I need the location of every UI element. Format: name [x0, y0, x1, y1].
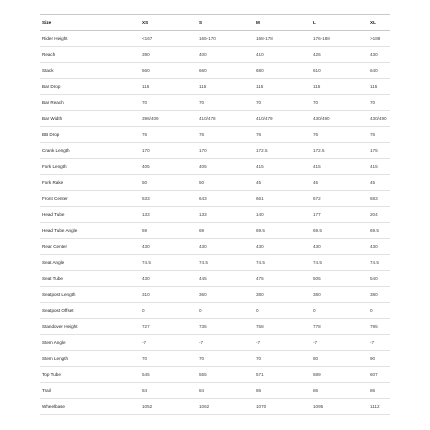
row-label: Head Tube [42, 212, 65, 217]
table-cell: 76 [313, 132, 319, 137]
table-cell: 74.5 [313, 260, 322, 265]
table-cell: 204 [370, 212, 378, 217]
row-label: Reach [42, 52, 56, 57]
table-cell: 430/490 [370, 116, 387, 121]
table-cell: 133 [142, 212, 150, 217]
header-cell-m: M [254, 15, 311, 31]
table-cell: 430 [199, 244, 207, 249]
table-row [40, 303, 390, 319]
table-cell: 1070 [256, 404, 267, 409]
table-cell: 90 [370, 356, 376, 361]
table-row [40, 399, 390, 415]
table-cell: 415 [313, 164, 321, 169]
row-label: Stack [42, 68, 54, 73]
row-label: Wheelbase [42, 404, 65, 409]
row-label: Head Tube Angle [42, 228, 78, 233]
table-row [40, 223, 390, 239]
header-cell-l: L [311, 15, 368, 31]
table-cell: 430/490 [313, 116, 330, 121]
row-label: Rider Height [42, 36, 68, 41]
table-cell: -7 [199, 340, 204, 345]
table-header [40, 15, 390, 31]
table-cell: 69.5 [256, 228, 265, 233]
table-row [40, 335, 390, 351]
table-row [40, 95, 390, 111]
table-cell: 380 [370, 292, 378, 297]
header-cell-s: S [197, 15, 254, 31]
table-cell: 172.5 [313, 148, 325, 153]
table-row [40, 207, 390, 223]
table-cell: 400 [199, 52, 207, 57]
table-cell: 430 [370, 244, 378, 249]
table-cell: 545 [142, 372, 150, 377]
table-cell: 778 [313, 324, 321, 329]
table-row [40, 175, 390, 191]
header-row [40, 15, 390, 31]
table-cell: 170 [199, 148, 207, 153]
table-cell: 0 [370, 308, 373, 313]
table-cell: 360 [199, 292, 207, 297]
table-cell: 410/478 [199, 116, 216, 121]
table-cell: 70 [199, 356, 205, 361]
table-cell: 1112 [370, 404, 380, 409]
geometry-table-container [40, 14, 390, 415]
table-cell: 170 [142, 148, 150, 153]
table-cell: 76 [142, 132, 148, 137]
table-cell: 76 [256, 132, 262, 137]
row-label: Stem Angle [42, 340, 66, 345]
table-cell: <167 [142, 36, 153, 41]
table-cell: 758 [256, 324, 264, 329]
table-row [40, 159, 390, 175]
row-label: Seat Tube [42, 276, 63, 281]
table-cell: 115 [370, 84, 378, 89]
table-cell: 165-170 [199, 36, 216, 41]
table-cell: 540 [370, 276, 378, 281]
table-row [40, 47, 390, 63]
table-cell: 430 [313, 244, 321, 249]
table-cell: 70 [256, 100, 262, 105]
table-cell: 133 [199, 212, 207, 217]
table-cell: 86 [370, 388, 376, 393]
table-cell: 80 [313, 356, 319, 361]
table-cell: 86 [313, 388, 319, 393]
table-cell: 672 [313, 196, 321, 201]
table-cell: 115 [256, 84, 264, 89]
row-label: Trail [42, 388, 51, 393]
table-row [40, 79, 390, 95]
table-cell: 45 [313, 180, 319, 185]
table-cell: 633 [142, 196, 150, 201]
table-row [40, 127, 390, 143]
table-row [40, 31, 390, 47]
table-cell: 390 [142, 52, 150, 57]
table-cell: -7 [370, 340, 375, 345]
table-cell: 430 [370, 52, 378, 57]
table-cell: 660 [142, 68, 150, 73]
table-cell: 70 [142, 356, 148, 361]
table-row [40, 191, 390, 207]
table-cell: 177 [313, 212, 321, 217]
table-cell: 571 [256, 372, 264, 377]
table-row [40, 271, 390, 287]
table-cell: 70 [142, 100, 148, 105]
table-cell: 168-178 [256, 36, 273, 41]
row-label: Standover Height [42, 324, 78, 329]
table-cell: 1095 [313, 404, 324, 409]
table-row [40, 319, 390, 335]
table-cell: 84 [199, 388, 205, 393]
row-label: BB Drop [42, 132, 60, 137]
table-cell: -7 [313, 340, 318, 345]
table-row [40, 367, 390, 383]
row-label: Fork Length [42, 164, 67, 169]
table-cell: 69 [142, 228, 148, 233]
row-label: Front Center [42, 196, 68, 201]
table-row [40, 111, 390, 127]
row-label: Top Tube [42, 372, 61, 377]
table-cell: 69.5 [313, 228, 322, 233]
table-cell: 425 [313, 52, 321, 57]
table-cell: -7 [142, 340, 147, 345]
table-cell: 380 [313, 292, 321, 297]
table-cell: 735 [199, 324, 207, 329]
table-cell: 380 [256, 292, 264, 297]
table-cell: 405 [142, 164, 150, 169]
table-cell: 643 [199, 196, 207, 201]
table-cell: 0 [142, 308, 145, 313]
table-cell: 660 [199, 68, 207, 73]
table-row [40, 383, 390, 399]
table-cell: 69.5 [370, 228, 379, 233]
table-cell: 175 [370, 148, 378, 153]
table-cell: 76 [199, 132, 205, 137]
table-body [40, 31, 390, 415]
row-label: Rear Center [42, 244, 68, 249]
table-cell: 76 [370, 132, 376, 137]
table-cell: 176-188 [313, 36, 330, 41]
table-cell: 115 [142, 84, 150, 89]
table-row [40, 351, 390, 367]
table-cell: 430 [142, 276, 150, 281]
table-row [40, 63, 390, 79]
table-cell: 0 [313, 308, 316, 313]
row-label: Bar Width [42, 116, 63, 121]
table-cell: 727 [142, 324, 150, 329]
table-cell: 310 [142, 292, 150, 297]
table-cell: 415 [370, 164, 378, 169]
table-cell: 405 [199, 164, 207, 169]
table-cell: 795 [370, 324, 378, 329]
table-cell: >188 [370, 36, 381, 41]
table-cell: 74.5 [142, 260, 151, 265]
table-cell: 661 [256, 196, 264, 201]
row-label: Seatpost Length [42, 292, 76, 297]
table-cell: 70 [370, 100, 376, 105]
table-cell: -7 [256, 340, 261, 345]
table-cell: 70 [199, 100, 205, 105]
table-cell: 45 [256, 180, 262, 185]
table-cell: 1052 [142, 404, 153, 409]
row-label: Stem Length [42, 356, 69, 361]
table-cell: 140 [256, 212, 264, 217]
header-cell-size: Size [40, 15, 140, 31]
geometry-table [40, 14, 390, 415]
table-row [40, 143, 390, 159]
row-label: Seat Angle [42, 260, 65, 265]
table-cell: 50 [142, 180, 148, 185]
table-cell: 680 [256, 68, 264, 73]
row-label: Fork Rake [42, 180, 64, 185]
table-row [40, 255, 390, 271]
table-cell: 430 [142, 244, 150, 249]
table-cell: 607 [370, 372, 378, 377]
table-cell: 84 [142, 388, 148, 393]
table-cell: 589 [313, 372, 321, 377]
table-cell: 683 [370, 196, 378, 201]
table-cell: 415 [256, 164, 264, 169]
table-row [40, 239, 390, 255]
table-cell: 50 [199, 180, 205, 185]
table-cell: 396/409 [142, 116, 159, 121]
table-cell: 445 [199, 276, 207, 281]
table-cell: 45 [370, 180, 376, 185]
table-cell: 410/479 [256, 116, 273, 121]
row-label: Seatpost Offset [42, 308, 74, 313]
header-cell-xs: XS [140, 15, 197, 31]
table-cell: 505 [313, 276, 321, 281]
table-cell: 86 [256, 388, 262, 393]
header-cell-xl: XL [368, 15, 390, 31]
table-cell: 74.5 [370, 260, 379, 265]
table-cell: 430 [256, 244, 264, 249]
row-label: Bar Drop [42, 84, 61, 89]
table-cell: 74.5 [256, 260, 265, 265]
table-cell: 70 [256, 356, 262, 361]
table-cell: 70 [313, 100, 319, 105]
table-cell: 475 [256, 276, 264, 281]
table-row [40, 287, 390, 303]
table-cell: 610 [313, 68, 321, 73]
table-cell: 1062 [199, 404, 210, 409]
table-cell: 172.5 [256, 148, 268, 153]
table-cell: 74.5 [199, 260, 208, 265]
table-cell: 115 [313, 84, 321, 89]
table-cell: 410 [256, 52, 264, 57]
table-cell: 69 [199, 228, 205, 233]
row-label: Crank Length [42, 148, 70, 153]
table-cell: 115 [199, 84, 207, 89]
row-label: Bar Reach [42, 100, 64, 105]
table-cell: 640 [370, 68, 378, 73]
table-cell: 0 [256, 308, 259, 313]
table-cell: 0 [199, 308, 202, 313]
table-cell: 555 [199, 372, 207, 377]
